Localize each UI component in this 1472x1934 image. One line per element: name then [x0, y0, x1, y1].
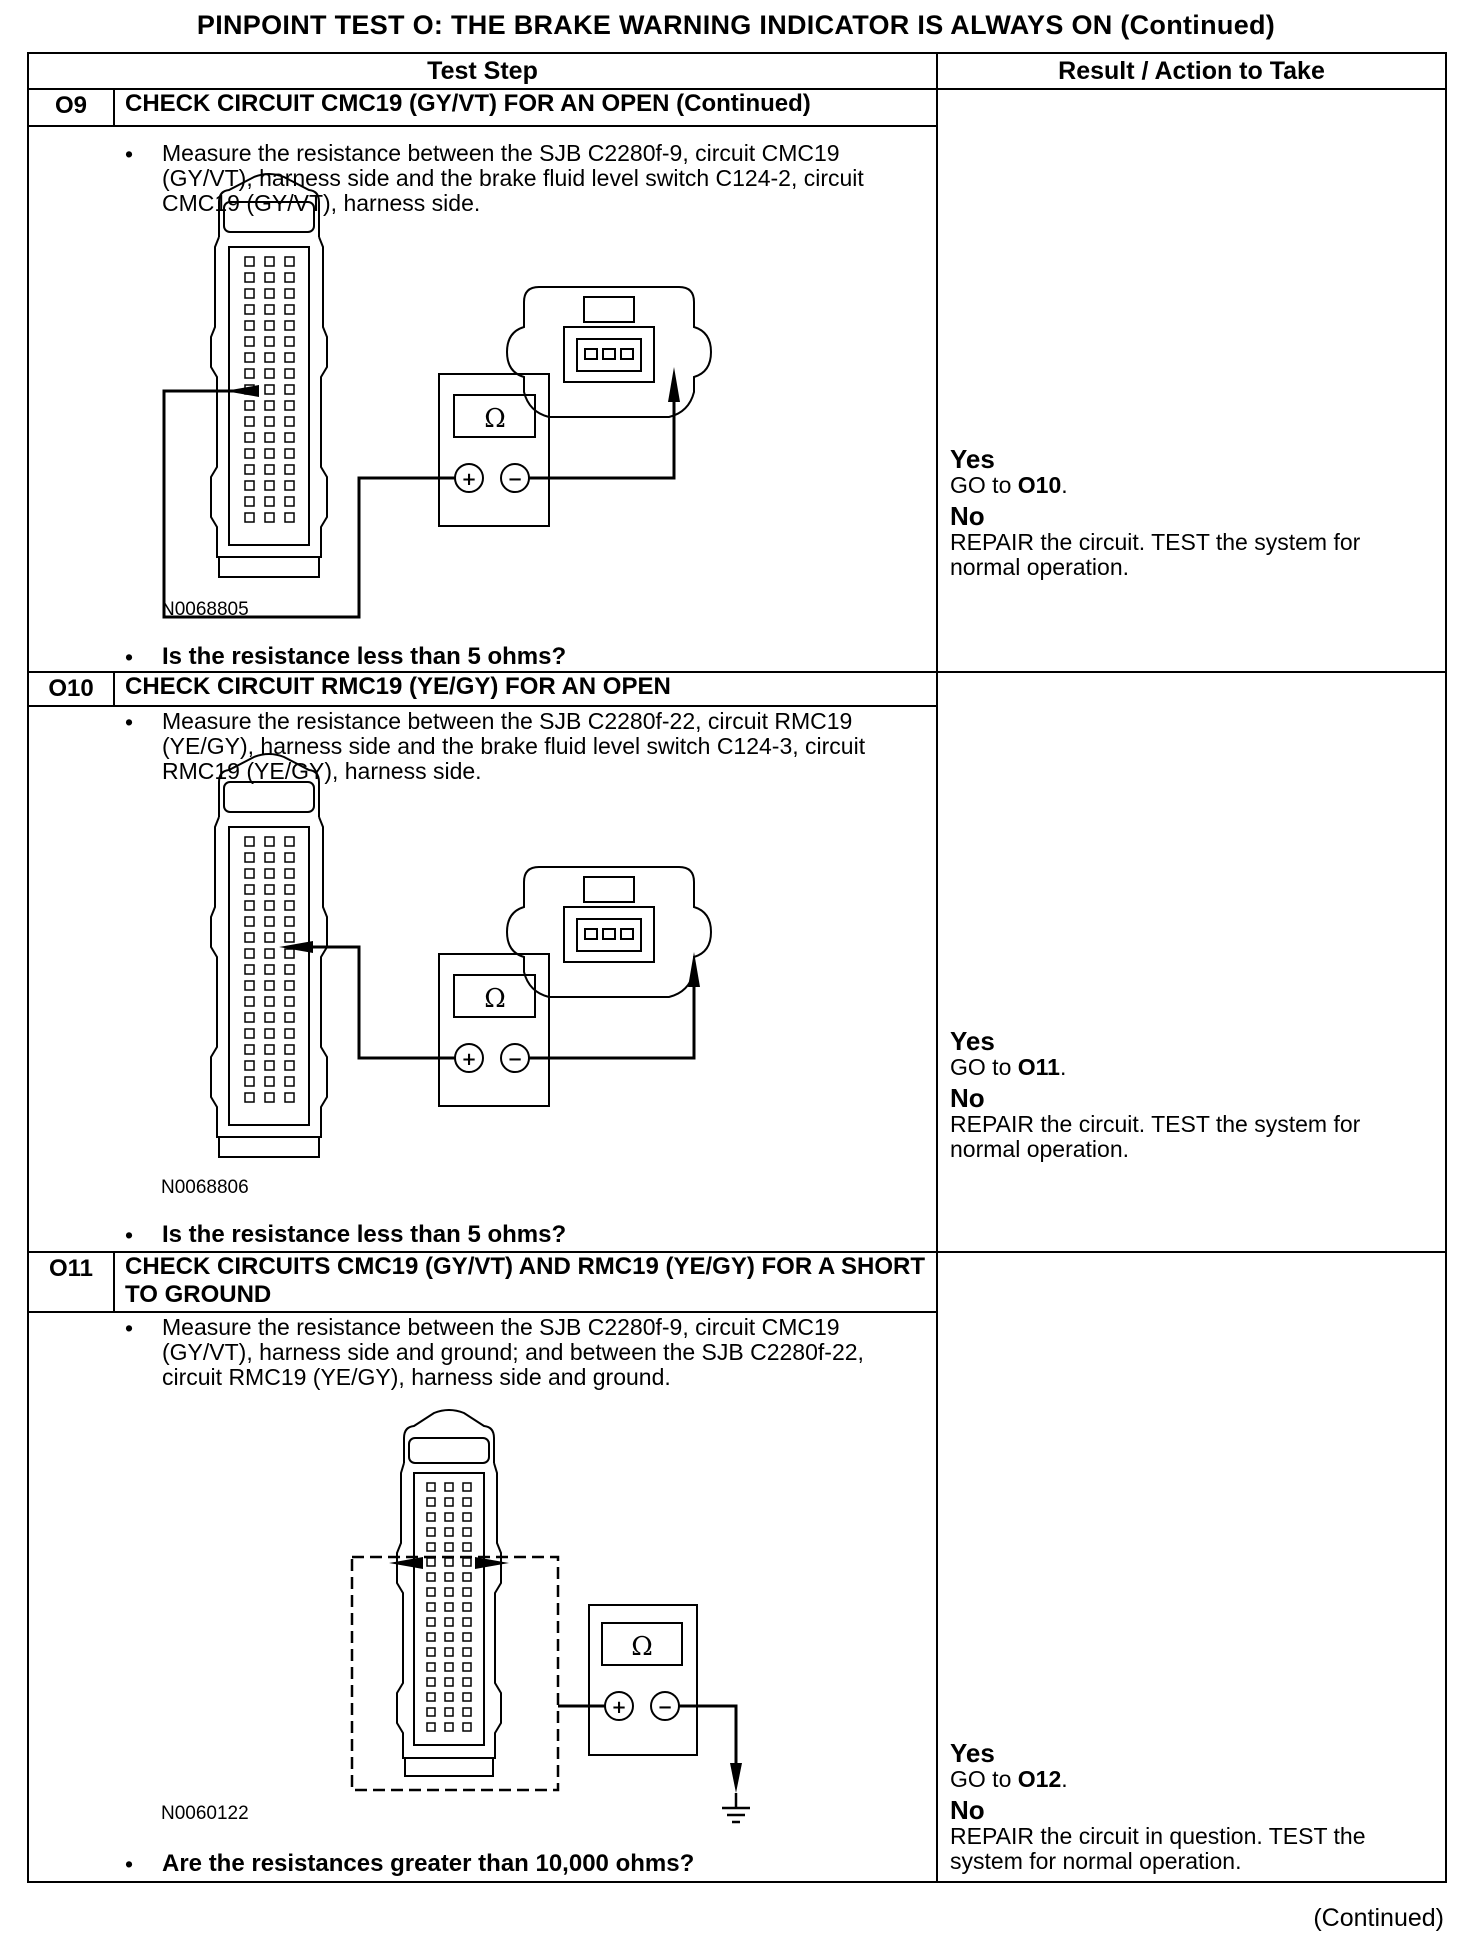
connector-pins [245, 837, 294, 1102]
no-label: No [950, 501, 985, 531]
bullet-icon: • [125, 141, 134, 167]
figure-id: N0060122 [161, 1803, 249, 1824]
wiring-diagram-o11 [29, 1313, 852, 1883]
ohmmeter-illustration [439, 374, 549, 526]
no-label: No [950, 1795, 985, 1825]
figure-id: N0068806 [161, 1177, 249, 1198]
figure-id: N0068805 [161, 599, 249, 620]
meter-plus-label: + [461, 469, 477, 490]
step-question: Is the resistance less than 5 ohms? [162, 643, 567, 670]
step-instruction: Measure the resistance between the SJB C2280f-22, circuit RMC19 (YE/GY), harness side and the brake fluid level switch C124-3, circuit RMC19 (YE/GY), harness side. [162, 708, 866, 784]
wiring-diagram-o10 [29, 707, 852, 1253]
ground-probe-tip [730, 1763, 742, 1793]
bullet-icon: • [125, 1851, 134, 1877]
step-title: CHECK CIRCUITS CMC19 (GY/VT) AND RMC19 (YE/GY) FOR A SHORT TO GROUND [114, 1252, 937, 1312]
step-instruction: Measure the resistance between the SJB C2280f-9, circuit CMC19 (GY/VT), harness side and the brake fluid level switch C124-2, circuit CMC19 (GY/VT), harness side. [162, 140, 864, 216]
sjb-connector-illustration [397, 1410, 501, 1776]
result-block [950, 445, 1435, 580]
meter-plus-label: + [461, 1049, 477, 1070]
step-body [28, 1312, 937, 1882]
page-title: PINPOINT TEST O: THE BRAKE WARNING INDICATOR IS ALWAYS ON (Continued) [196, 10, 1276, 40]
meter-plus-label: + [611, 1697, 627, 1718]
step-id: O10 [28, 672, 114, 706]
bullet-icon: • [125, 1222, 134, 1248]
meter-minus-label: − [507, 469, 523, 490]
step-body [28, 706, 937, 1252]
header-test-step: Test Step [28, 53, 937, 89]
ohm-symbol: Ω [484, 984, 506, 1014]
result-block [950, 1739, 1435, 1874]
no-action: REPAIR the circuit. TEST the system for normal operation. [950, 1111, 1361, 1162]
no-action: REPAIR the circuit in question. TEST the system for normal operation. [950, 1823, 1366, 1874]
step-body [28, 126, 937, 672]
connector-pins [427, 1483, 471, 1731]
step-result-cell [937, 672, 1446, 1252]
step-instruction: Measure the resistance between the SJB C2280f-9, circuit CMC19 (GY/VT), harness side and ground; and between the SJB C2280f-22, circuit RMC19 (YE/GY), harness side and ground. [162, 1314, 864, 1390]
ohmmeter-illustration [589, 1605, 697, 1755]
bullet-icon: • [125, 644, 134, 670]
pinpoint-test-table [27, 52, 1447, 1883]
fluid-level-switch-connector [507, 287, 711, 417]
yes-action: GO to O12. [950, 1766, 1068, 1792]
meter-minus-label: − [507, 1049, 523, 1070]
yes-label: Yes [950, 444, 995, 474]
yes-action: GO to O10. [950, 472, 1068, 498]
ohm-symbol: Ω [484, 404, 506, 434]
step-result-cell [937, 1252, 1446, 1882]
continued-note: (Continued) [1313, 1904, 1444, 1932]
fluid-level-switch-connector [507, 867, 711, 997]
ohm-symbol: Ω [631, 1632, 653, 1662]
step-question: Is the resistance less than 5 ohms? [162, 1221, 567, 1248]
yes-label: Yes [950, 1026, 995, 1056]
sjb-connector-illustration [211, 174, 327, 577]
sjb-connector-illustration [211, 754, 327, 1157]
yes-action: GO to O11. [950, 1054, 1067, 1080]
no-label: No [950, 1083, 985, 1113]
step-result-cell [937, 89, 1446, 672]
wiring-diagram-o9 [29, 127, 852, 673]
bullet-icon: • [125, 1315, 134, 1341]
step-id: O9 [28, 89, 114, 126]
step-title: CHECK CIRCUIT CMC19 (GY/VT) FOR AN OPEN (Continued) [114, 89, 937, 126]
harness-dashed-box [352, 1557, 558, 1790]
bullet-icon: • [125, 709, 134, 735]
step-id: O11 [28, 1252, 114, 1312]
header-result-action: Result / Action to Take [937, 53, 1446, 89]
ohmmeter-illustration [439, 954, 549, 1106]
yes-label: Yes [950, 1738, 995, 1768]
meter-minus-label: − [657, 1697, 673, 1718]
result-block [950, 1027, 1435, 1162]
test-leads [558, 1706, 736, 1768]
no-action: REPAIR the circuit. TEST the system for normal operation. [950, 529, 1361, 580]
step-question: Are the resistances greater than 10,000 ohms? [162, 1850, 695, 1877]
step-title: CHECK CIRCUIT RMC19 (YE/GY) FOR AN OPEN [114, 672, 937, 706]
probe-tips [389, 1557, 509, 1569]
ground-icon [722, 1793, 750, 1822]
